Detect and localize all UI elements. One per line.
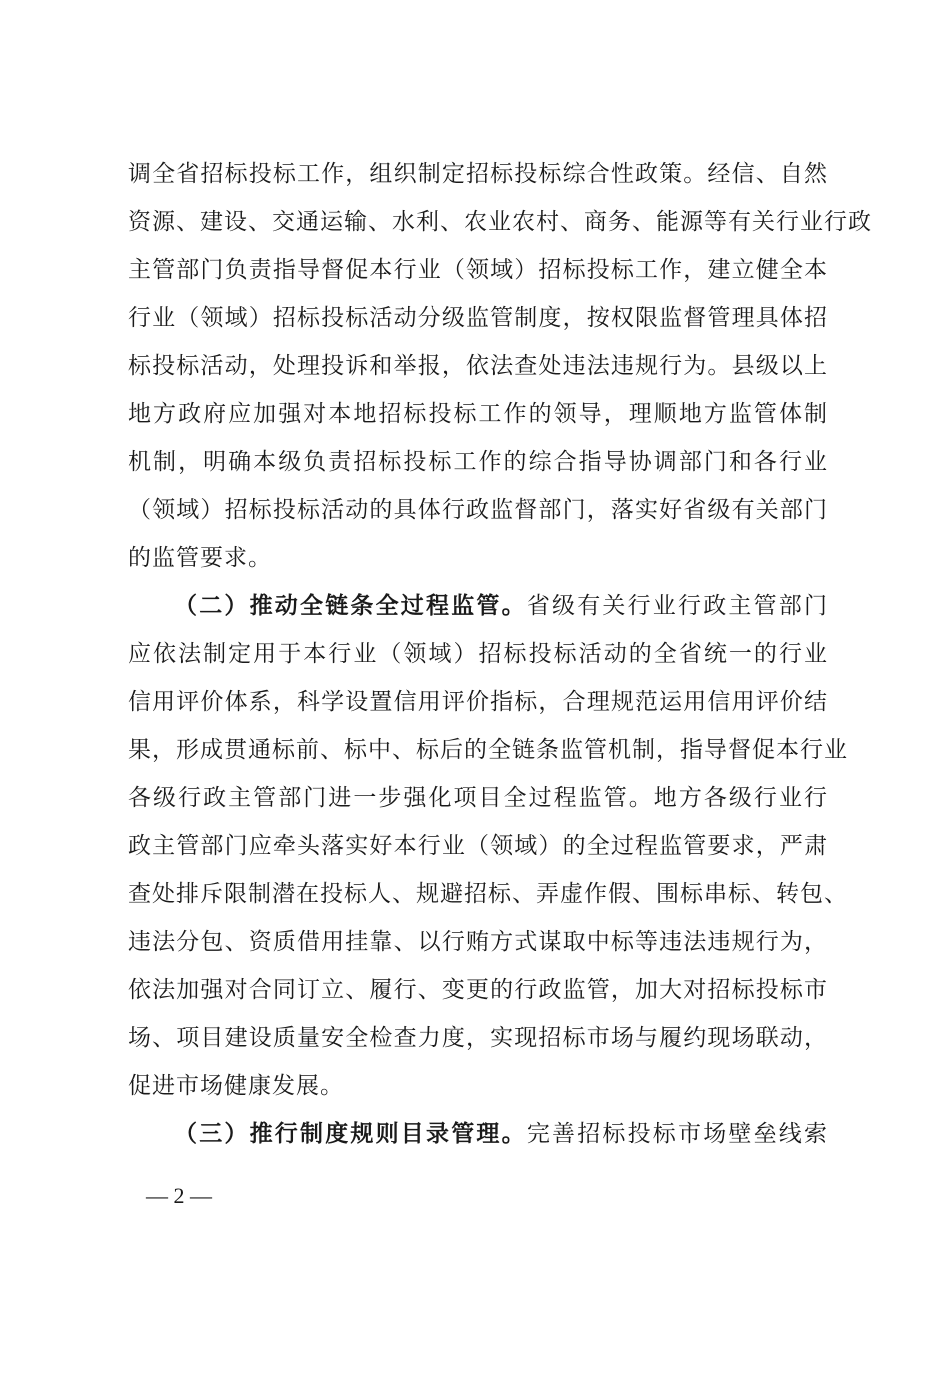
paragraph-line: 资源、建设、交通运输、水利、农业农村、商务、能源等有关行业行政 bbox=[128, 209, 872, 235]
paragraph-line: 政主管部门应牵头落实好本行业（领域）的全过程监管要求，严肃 bbox=[128, 833, 828, 859]
paragraph-line: （领域）招标投标活动的具体行政监督部门，落实好省级有关部门 bbox=[128, 497, 828, 523]
paragraph-first-line bbox=[128, 1110, 828, 1158]
paragraph-line: 标投标活动，处理投诉和举报，依法查处违法违规行为。县级以上 bbox=[128, 353, 828, 379]
paragraph-1 bbox=[128, 150, 872, 582]
paragraph-line: 行业（领域）招标投标活动分级监管制度，按权限监督管理具体招 bbox=[128, 305, 828, 331]
paragraph-2 bbox=[128, 582, 848, 1110]
paragraph-line: 违法分包、资质借用挂靠、以行贿方式谋取中标等违法违规行为， bbox=[128, 929, 828, 955]
paragraph-line: 主管部门负责指导督促本行业（领域）招标投标工作，建立健全本 bbox=[128, 257, 828, 283]
section-heading: （三）推行制度规则目录管理。 bbox=[174, 1121, 527, 1147]
paragraph-line: 应依法制定用于本行业（领域）招标投标活动的全省统一的行业 bbox=[128, 641, 828, 667]
paragraph-line: 机制，明确本级负责招标投标工作的综合指导协调部门和各行业 bbox=[128, 449, 828, 475]
paragraph-line: 果，形成贯通标前、标中、标后的全链条监管机制，指导督促本行业 bbox=[128, 737, 848, 763]
paragraph-line: 场、项目建设质量安全检查力度，实现招标市场与履约现场联动， bbox=[128, 1025, 828, 1051]
paragraph-line: 各级行政主管部门进一步强化项目全过程监管。地方各级行业行 bbox=[128, 785, 828, 811]
paragraph-line: 依法加强对合同订立、履行、变更的行政监管，加大对招标投标市 bbox=[128, 977, 828, 1003]
paragraph-line: 信用评价体系，科学设置信用评价指标，合理规范运用信用评价结 bbox=[128, 689, 828, 715]
paragraph-text: 完善招标投标市场壁垒线索 bbox=[526, 1121, 829, 1147]
paragraph-line: 查处排斥限制潜在投标人、规避招标、弄虚作假、围标串标、转包、 bbox=[128, 881, 848, 907]
page-number: — 2 — bbox=[146, 1183, 212, 1208]
section-heading: （二）推动全链条全过程监管。 bbox=[174, 593, 527, 619]
paragraph-line: 促进市场健康发展。 bbox=[128, 1073, 344, 1099]
paragraph-line: 调全省招标投标工作，组织制定招标投标综合性政策。经信、自然 bbox=[128, 161, 828, 187]
paragraph-line: 的监管要求。 bbox=[128, 545, 272, 571]
paragraph-line: 地方政府应加强对本地招标投标工作的领导，理顺地方监管体制 bbox=[128, 401, 828, 427]
paragraph-3 bbox=[128, 1110, 828, 1158]
paragraph-first-line bbox=[128, 582, 828, 630]
document-body bbox=[128, 150, 872, 1158]
paragraph-text: 省级有关行业行政主管部门 bbox=[526, 593, 829, 619]
